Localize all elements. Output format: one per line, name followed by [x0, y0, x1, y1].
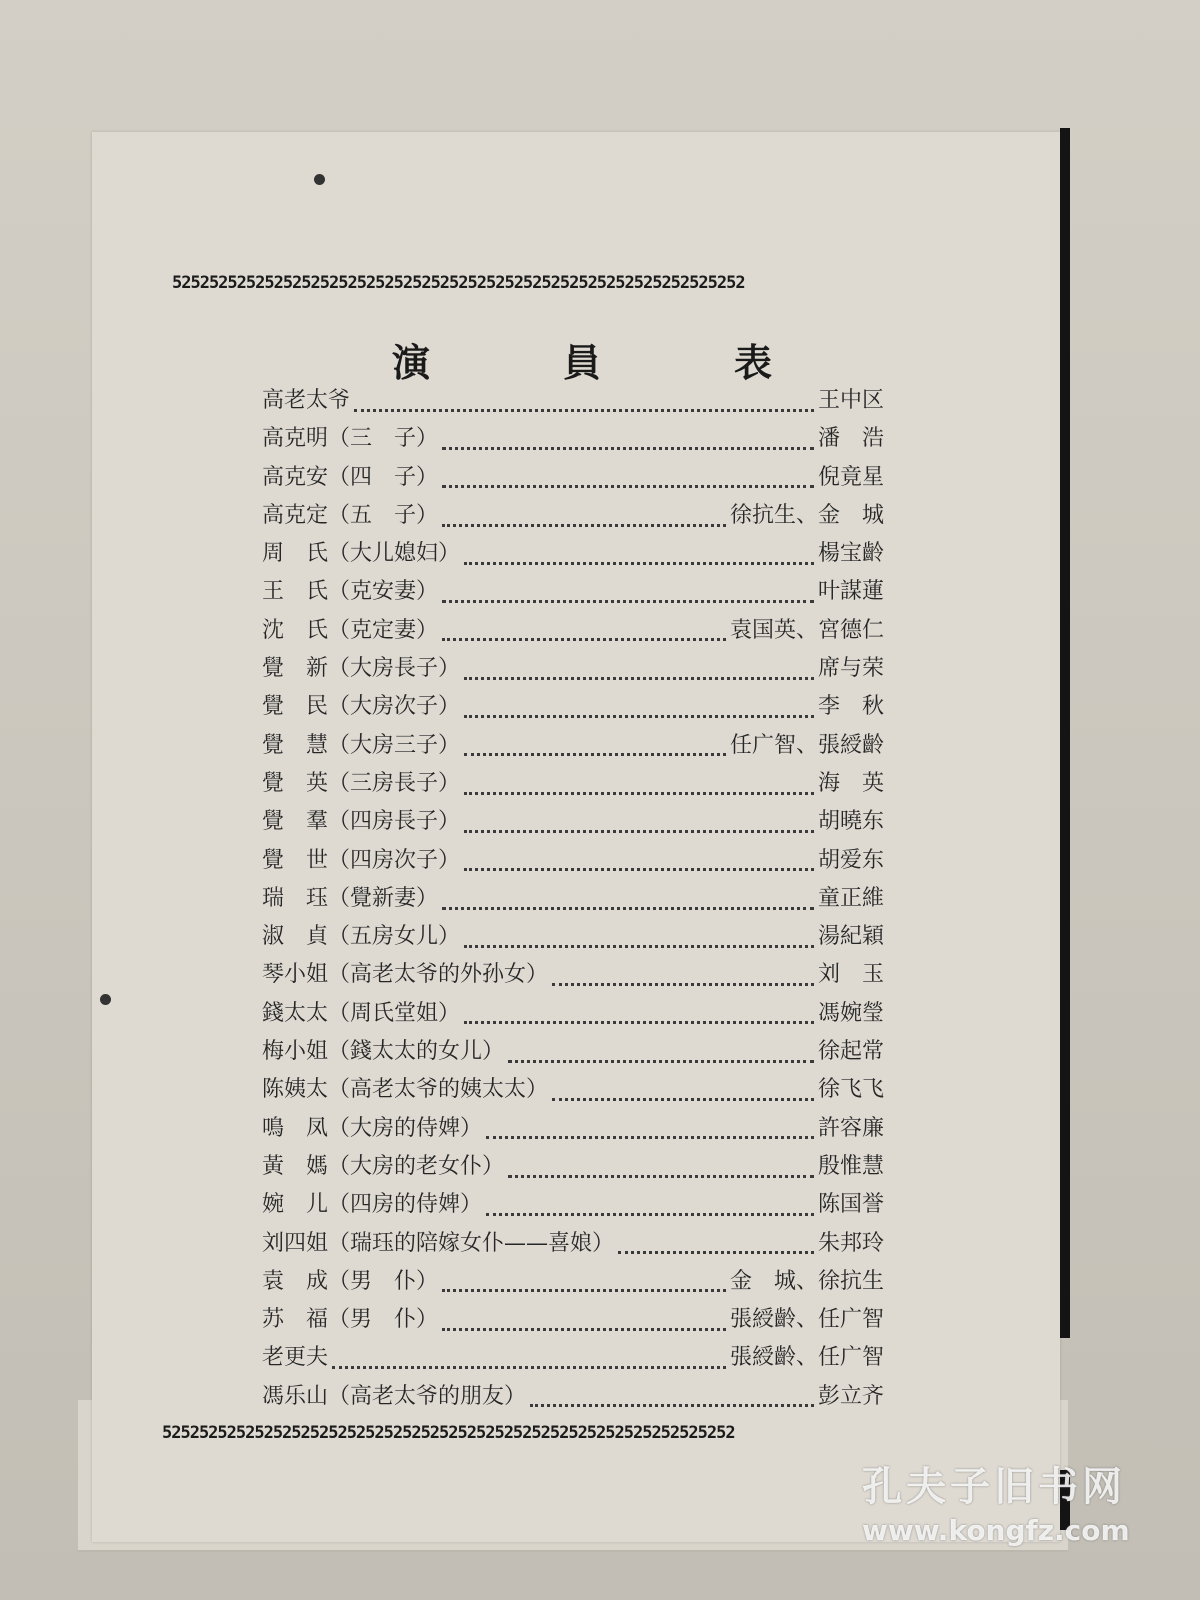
- actor-name: 徐抗生、金 城: [729, 502, 884, 528]
- actor-name: 徐飞飞: [817, 1077, 884, 1103]
- cast-row: [262, 1033, 884, 1071]
- role-name: 覺 新（大房長子）: [262, 656, 461, 682]
- role-name: 瑞 珏（覺新妻）: [262, 885, 439, 911]
- actor-name: 童正維: [817, 885, 884, 911]
- role-name: 王 氏（克安妻）: [262, 579, 439, 605]
- role-name: 苏 福（男 仆）: [262, 1307, 439, 1333]
- cast-row: [262, 803, 884, 841]
- leader-dots: [464, 778, 814, 795]
- actor-name: 張綬齡、任广智: [729, 1307, 884, 1333]
- actor-name: 朱邦玲: [817, 1230, 884, 1256]
- role-name: 高老太爷: [262, 388, 351, 413]
- cast-row: [262, 1301, 884, 1339]
- leader-dots: [552, 1084, 814, 1101]
- cast-row: [262, 880, 884, 918]
- actor-name: 胡曉东: [817, 809, 884, 835]
- watermark-text: 孔夫子旧书网: [862, 1464, 1126, 1510]
- cast-row: [262, 956, 884, 994]
- cast-row: [262, 497, 884, 535]
- actor-name: 潘 浩: [817, 426, 884, 452]
- actor-name: 楊宝齡: [817, 541, 884, 567]
- role-name: 覺 世（四房次子）: [262, 847, 461, 873]
- actor-name: 徐起常: [817, 1039, 884, 1065]
- cast-row: [262, 842, 884, 880]
- leader-dots: [552, 969, 814, 986]
- leader-dots: [464, 816, 814, 833]
- cast-list: [262, 382, 884, 1416]
- punch-hole: [314, 174, 325, 185]
- role-name: 陈姨太（高老太爷的姨太太）: [262, 1077, 549, 1103]
- leader-dots: [508, 1161, 814, 1178]
- leader-dots: [442, 433, 814, 450]
- leader-dots: [464, 739, 726, 756]
- binding-edge: [1060, 128, 1070, 1338]
- leader-dots: [464, 931, 814, 948]
- leader-dots: [486, 1122, 814, 1139]
- actor-name: 叶謀蓮: [817, 579, 884, 605]
- punch-hole: [100, 994, 111, 1005]
- leader-dots: [442, 510, 726, 527]
- page-title: [392, 332, 772, 387]
- role-name: 黃 媽（大房的老女仆）: [262, 1153, 505, 1179]
- actor-name: 殷惟慧: [817, 1153, 884, 1179]
- leader-dots: [464, 663, 814, 680]
- leader-dots: [464, 854, 814, 871]
- role-name: 婉 儿（四房的侍婢）: [262, 1192, 483, 1218]
- leader-dots: [442, 471, 814, 488]
- leader-dots: [442, 1314, 726, 1331]
- leader-dots: [486, 1199, 814, 1216]
- role-name: 覺 慧（大房三子）: [262, 732, 461, 758]
- actor-name: 袁国英、宮德仁: [729, 617, 884, 643]
- actor-name: 彭立齐: [817, 1383, 884, 1409]
- leader-dots: [442, 893, 814, 910]
- program-page: [92, 132, 1060, 1542]
- watermark-url: www.kongfz.com: [862, 1514, 1130, 1547]
- watermark: [862, 1455, 1130, 1547]
- leader-dots: [464, 548, 814, 565]
- actor-name: 席与荣: [817, 656, 884, 682]
- leader-dots: [332, 1352, 726, 1369]
- actor-name: 胡爱东: [817, 847, 884, 873]
- actor-name: 海 英: [817, 770, 884, 796]
- actor-name: 倪竟星: [817, 464, 884, 490]
- role-name: 覺 羣（四房長子）: [262, 809, 461, 835]
- cast-row: [262, 1071, 884, 1109]
- leader-dots: [530, 1390, 814, 1407]
- actor-name: 王中区: [817, 388, 884, 413]
- leader-dots: [464, 1007, 814, 1024]
- role-name: 琴小姐（高老太爷的外孙女）: [262, 962, 549, 988]
- leader-dots: [442, 1275, 726, 1292]
- role-name: 沈 氏（克定妻）: [262, 617, 439, 643]
- role-name: 周 氏（大儿媳妇）: [262, 541, 461, 567]
- title-char: 員: [562, 340, 601, 385]
- actor-name: 陈国誉: [817, 1192, 884, 1218]
- leader-dots: [442, 586, 814, 603]
- role-name: 高克定（五 子）: [262, 502, 439, 528]
- top-border-ornament: 52525252525252525252525252525252525252525252525252525252525252: [172, 274, 745, 292]
- title-char: 演: [392, 340, 431, 385]
- actor-name: 金 城、徐抗生: [729, 1268, 884, 1294]
- cast-row: [262, 1225, 884, 1263]
- cast-row: [262, 918, 884, 956]
- actor-name: 李 秋: [817, 694, 884, 720]
- role-name: 馮乐山（高老太爷的朋友）: [262, 1383, 527, 1409]
- cast-row: [262, 1186, 884, 1224]
- cast-row: [262, 459, 884, 497]
- leader-dots: [618, 1237, 814, 1254]
- role-name: 覺 民（大房次子）: [262, 694, 461, 720]
- cast-row: [262, 688, 884, 726]
- actor-name: 許容廉: [817, 1115, 884, 1141]
- cast-row: [262, 765, 884, 803]
- cast-row: [262, 420, 884, 458]
- role-name: 老更夫: [262, 1345, 329, 1371]
- actor-name: 馮婉瑩: [817, 1000, 884, 1026]
- role-name: 鳴 凤（大房的侍婢）: [262, 1115, 483, 1141]
- cast-row: [262, 612, 884, 650]
- leader-dots: [442, 624, 726, 641]
- cast-row: [262, 573, 884, 611]
- actor-name: 湯紀穎: [817, 924, 884, 950]
- role-name: 袁 成（男 仆）: [262, 1268, 439, 1294]
- role-name: 淑 貞（五房女儿）: [262, 924, 461, 950]
- cast-row: [262, 1148, 884, 1186]
- title-char: 表: [733, 340, 772, 385]
- role-name: 梅小姐（錢太太的女儿）: [262, 1039, 505, 1065]
- actor-name: 任广智、張綬齡: [729, 732, 884, 758]
- leader-dots: [464, 701, 814, 718]
- leader-dots: [508, 1046, 814, 1063]
- role-name: 刘四姐（瑞珏的陪嫁女仆——喜娘）: [262, 1230, 615, 1256]
- actor-name: 張綬齡、任广智: [729, 1345, 884, 1371]
- leader-dots: [354, 395, 814, 412]
- role-name: 高克安（四 子）: [262, 464, 439, 490]
- cast-row: [262, 1339, 884, 1377]
- cast-row: [262, 727, 884, 765]
- role-name: 高克明（三 子）: [262, 426, 439, 452]
- cast-row: [262, 1110, 884, 1148]
- cast-row: [262, 995, 884, 1033]
- bottom-border-ornament: 52525252525252525252525252525252525252525252525252525252525252: [162, 1424, 735, 1442]
- actor-name: 刘 玉: [817, 962, 884, 988]
- role-name: 錢太太（周氏堂姐）: [262, 1000, 461, 1026]
- cast-row: [262, 535, 884, 573]
- role-name: 覺 英（三房長子）: [262, 770, 461, 796]
- cast-row: [262, 1378, 884, 1416]
- cast-row: [262, 382, 884, 420]
- cast-row: [262, 1263, 884, 1301]
- cast-row: [262, 650, 884, 688]
